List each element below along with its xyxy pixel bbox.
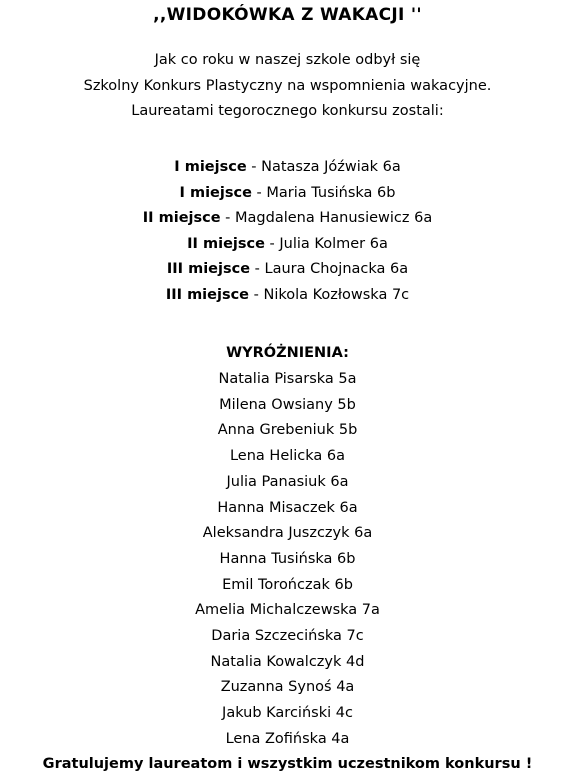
honorable-mention-item: Emil Torończak 6b — [222, 576, 353, 593]
winner-name: Natasza Jóźwiak 6a — [261, 159, 401, 175]
winner-place: I miejsce — [174, 159, 247, 175]
honorable-mention-item: Jakub Karciński 4c — [222, 705, 353, 722]
winner-separator: - — [220, 210, 236, 226]
intro-line: Szkolny Konkurs Plastyczny na wspomnienia wakacyjne. — [83, 77, 492, 94]
winner-place: I miejsce — [179, 184, 252, 201]
intro-line: Jak co roku w naszej szkole odbył się — [154, 52, 421, 68]
winners-list — [0, 155, 575, 308]
winner-separator: - — [250, 261, 265, 277]
honorable-mention-item: Anna Grebeniuk 5b — [217, 422, 358, 439]
winner-row — [0, 155, 575, 181]
intro-paragraph — [0, 48, 575, 125]
winner-separator: - — [249, 286, 264, 303]
winner-name: Julia Kolmer 6a — [279, 235, 388, 252]
honorable-mention-item: Daria Szczecińska 7c — [211, 628, 364, 645]
honorable-mention-item: Lena Zofińska 4a — [225, 730, 350, 747]
closing-congratulations: Gratulujemy laureatom i wszystkim uczestnikom konkursu ! — [42, 756, 533, 772]
winner-row — [0, 206, 575, 232]
honorable-mentions-heading: WYRÓŻNIENIA: — [226, 345, 349, 361]
winner-place: II miejsce — [142, 210, 221, 226]
winner-name: Nikola Kozłowska 7c — [263, 286, 410, 303]
winner-name: Maria Tusińska 6b — [266, 184, 396, 201]
honorable-mention-item: Zuzanna Synoś 4a — [220, 679, 355, 696]
winner-row — [0, 181, 575, 207]
document-title: ,,WIDOKÓWKA Z WAKACJI '' — [153, 5, 422, 25]
winner-place: III miejsce — [165, 286, 250, 303]
winner-separator: - — [251, 184, 267, 201]
winner-row — [0, 283, 575, 309]
honorable-mentions-list — [0, 367, 575, 753]
winner-place: II miejsce — [187, 235, 265, 252]
winner-row — [0, 232, 575, 258]
winner-name: Laura Chojnacka 6a — [264, 261, 409, 277]
honorable-mention-item: Lena Helicka 6a — [229, 448, 346, 465]
winner-name: Magdalena Hanusiewicz 6a — [235, 210, 433, 226]
honorable-mention-item: Milena Owsiany 5b — [219, 396, 356, 413]
honorable-mention-item: Hanna Misaczek 6a — [217, 499, 358, 516]
winner-row — [0, 257, 575, 283]
honorable-mention-item: Amelia Michalczewska 7a — [195, 602, 380, 619]
honorable-mention-item: Julia Panasiuk 6a — [226, 473, 349, 490]
winner-separator: - — [264, 235, 280, 252]
honorable-mention-item: Natalia Pisarska 5a — [218, 371, 357, 387]
honorable-mention-item: Aleksandra Juszczyk 6a — [202, 525, 373, 542]
winner-separator: - — [246, 159, 262, 175]
honorable-mention-item: Hanna Tusińska 6b — [219, 550, 356, 567]
winner-place: III miejsce — [166, 261, 251, 277]
honorable-mention-item: Natalia Kowalczyk 4d — [210, 653, 365, 670]
intro-line: Laureatami tegorocznego konkursu zostali: — [131, 103, 444, 119]
